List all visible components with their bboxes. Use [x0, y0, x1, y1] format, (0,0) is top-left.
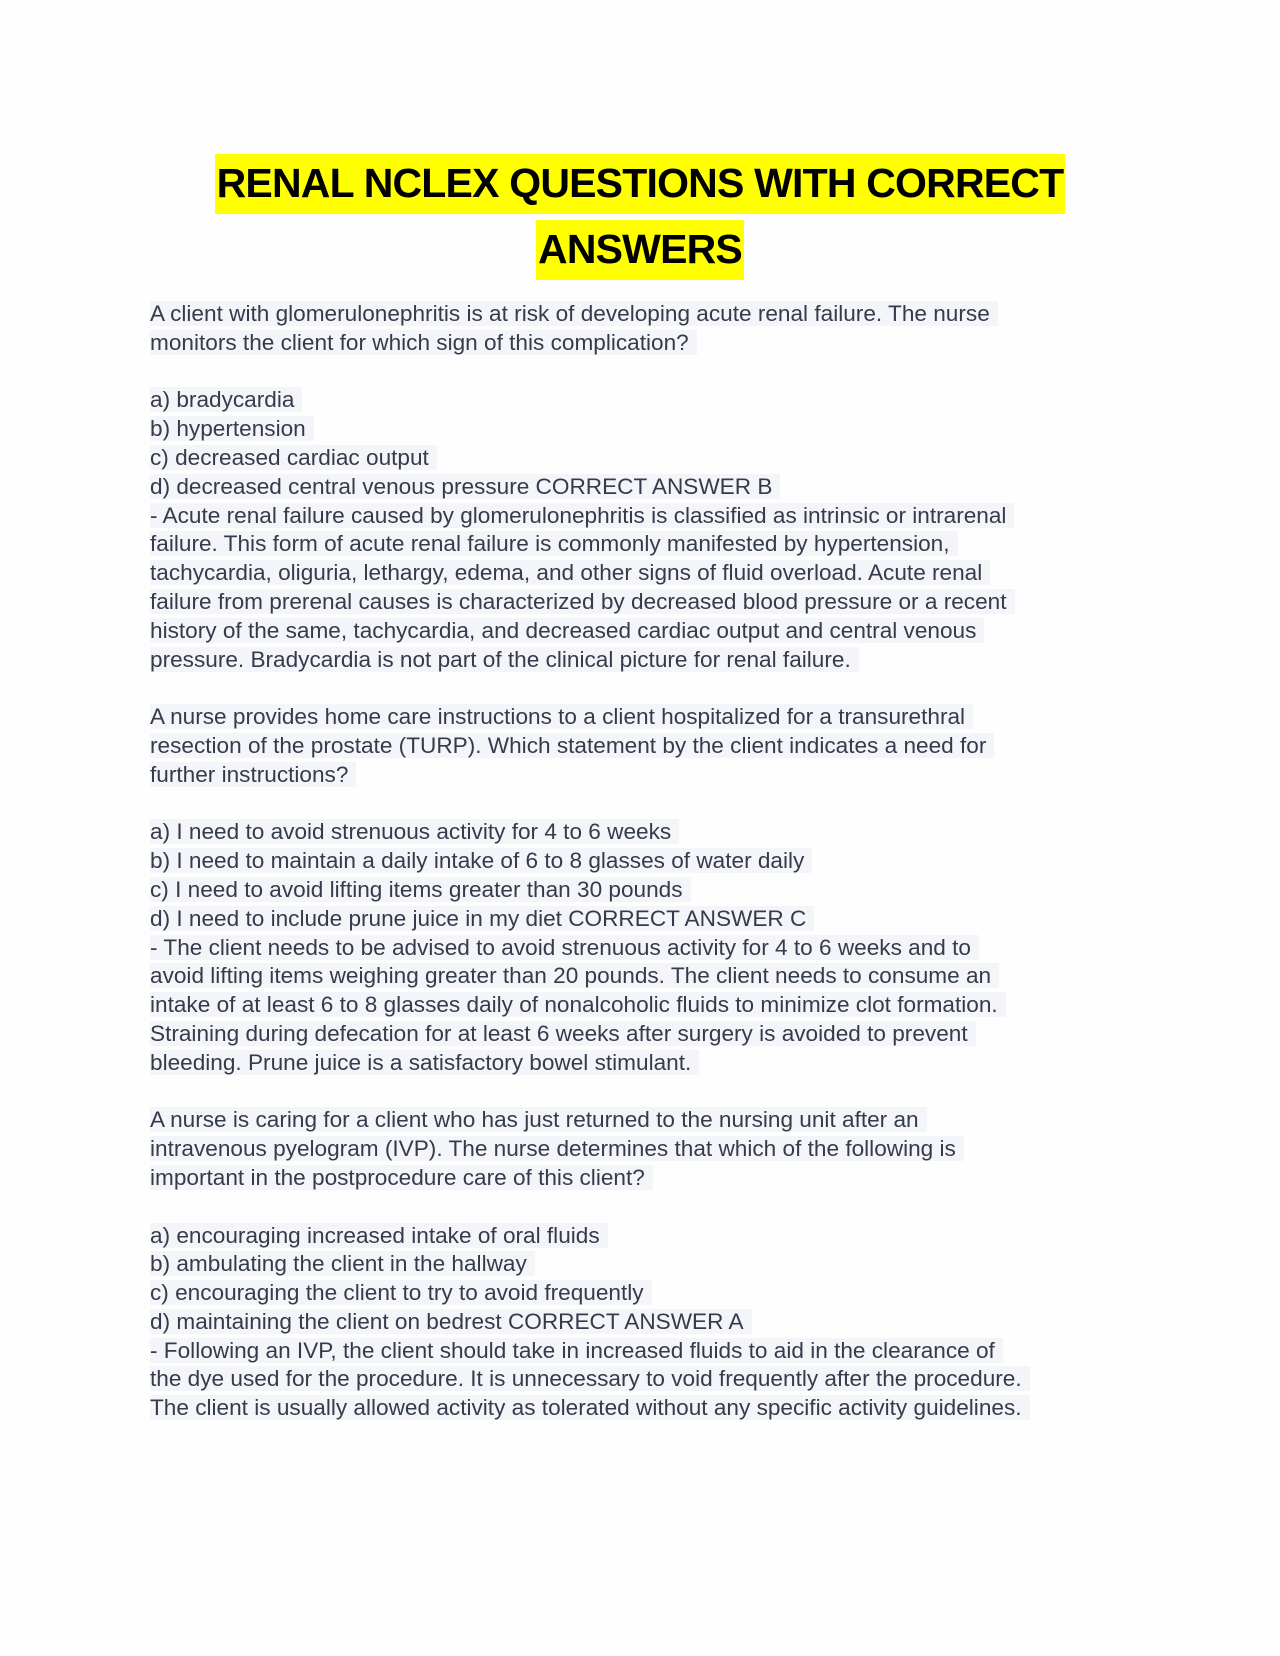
rationale-line — [150, 991, 1150, 1020]
rationale-line — [150, 588, 1150, 617]
rationale-line-text: failure. This form of acute renal failure is commonly manifested by hypertension, — [150, 531, 958, 556]
answer-option-text: a) I need to avoid strenuous activity for 4 to 6 weeks — [150, 819, 679, 844]
question-stem-line — [150, 1106, 1150, 1135]
question-stem-line-text: further instructions? — [150, 762, 356, 787]
answer-option — [150, 415, 1150, 444]
answer-option — [150, 1222, 1150, 1251]
rationale-line-text: bleeding. Prune juice is a satisfactory bowel stimulant. — [150, 1050, 699, 1075]
rationale-line — [150, 617, 1150, 646]
answer-option — [150, 1250, 1150, 1279]
rationale-line — [150, 1365, 1150, 1394]
rationale-line-text: intake of at least 6 to 8 glasses daily of nonalcoholic fluids to minimize clot formation. — [150, 992, 1006, 1017]
answer-option-text: a) bradycardia — [150, 387, 302, 412]
answer-option-text: d) decreased central venous pressure CORRECT ANSWER B — [150, 474, 780, 499]
question-stem-line-text: important in the postprocedure care of this client? — [150, 1165, 653, 1190]
blank-line — [150, 358, 1150, 387]
rationale-line — [150, 1337, 1150, 1366]
rationale-line-text: Straining during defecation for at least 6 weeks after surgery is avoided to prevent — [150, 1021, 976, 1046]
rationale-line-text: tachycardia, oliguria, lethargy, edema, and other signs of fluid overload. Acute renal — [150, 560, 990, 585]
rationale-line — [150, 1020, 1150, 1049]
rationale-line-text: pressure. Bradycardia is not part of the clinical picture for renal failure. — [150, 647, 859, 672]
rationale-line-text: failure from prerenal causes is characterized by decreased blood pressure or a recent — [150, 589, 1015, 614]
answer-option — [150, 905, 1150, 934]
rationale-line-text: avoid lifting items weighing greater than 20 pounds. The client needs to consume an — [150, 963, 999, 988]
answer-option-text: d) I need to include prune juice in my diet CORRECT ANSWER C — [150, 906, 814, 931]
answer-option — [150, 818, 1150, 847]
answer-option-text: c) I need to avoid lifting items greater than 30 pounds — [150, 877, 691, 902]
blank-line — [150, 1078, 1150, 1107]
question-stem-line — [150, 329, 1150, 358]
answer-option — [150, 847, 1150, 876]
document-body — [150, 300, 1150, 1423]
answer-option-text: d) maintaining the client on bedrest CORRECT ANSWER A — [150, 1309, 752, 1334]
answer-option — [150, 1308, 1150, 1337]
answer-option-text: a) encouraging increased intake of oral fluids — [150, 1223, 608, 1248]
question-stem-line — [150, 703, 1150, 732]
blank-line — [150, 674, 1150, 703]
answer-option — [150, 386, 1150, 415]
answer-option-text: b) ambulating the client in the hallway — [150, 1251, 535, 1276]
blank-line — [150, 1193, 1150, 1222]
document-title — [0, 150, 1280, 282]
rationale-line — [150, 646, 1150, 675]
rationale-line — [150, 1394, 1150, 1423]
question-stem-line — [150, 732, 1150, 761]
rationale-line — [150, 559, 1150, 588]
answer-option — [150, 1279, 1150, 1308]
rationale-line-text: - Following an IVP, the client should take in increased fluids to aid in the clearance of — [150, 1338, 1003, 1363]
title-line-2: ANSWERS — [536, 220, 744, 280]
answer-option — [150, 444, 1150, 473]
question-stem-line-text: monitors the client for which sign of this complication? — [150, 330, 697, 355]
rationale-line — [150, 530, 1150, 559]
question-stem-line — [150, 761, 1150, 790]
rationale-line — [150, 934, 1150, 963]
answer-option-text: b) hypertension — [150, 416, 314, 441]
question-stem-line-text: A client with glomerulonephritis is at risk of developing acute renal failure. The nurse — [150, 301, 998, 326]
answer-option-text: c) encouraging the client to try to avoid frequently — [150, 1280, 652, 1305]
question-stem-line — [150, 1135, 1150, 1164]
question-stem-line-text: A nurse is caring for a client who has just returned to the nursing unit after an — [150, 1107, 927, 1132]
question-stem-line-text: resection of the prostate (TURP). Which statement by the client indicates a need for — [150, 733, 994, 758]
answer-option-text: c) decreased cardiac output — [150, 445, 437, 470]
blank-line — [150, 790, 1150, 819]
answer-option — [150, 876, 1150, 905]
rationale-line-text: The client is usually allowed activity as tolerated without any specific activity guidelines. — [150, 1395, 1030, 1420]
rationale-line — [150, 962, 1150, 991]
rationale-line-text: - The client needs to be advised to avoid strenuous activity for 4 to 6 weeks and to — [150, 935, 979, 960]
rationale-line-text: - Acute renal failure caused by glomerulonephritis is classified as intrinsic or intrarenal — [150, 503, 1014, 528]
question-stem-line-text: A nurse provides home care instructions to a client hospitalized for a transurethral — [150, 704, 973, 729]
question-stem-line — [150, 300, 1150, 329]
rationale-line-text: the dye used for the procedure. It is unnecessary to void frequently after the procedure. — [150, 1366, 1030, 1391]
question-stem-line — [150, 1164, 1150, 1193]
title-line-1: RENAL NCLEX QUESTIONS WITH CORRECT — [215, 154, 1066, 214]
rationale-line — [150, 1049, 1150, 1078]
rationale-line-text: history of the same, tachycardia, and decreased cardiac output and central venous — [150, 618, 984, 643]
answer-option-text: b) I need to maintain a daily intake of 6 to 8 glasses of water daily — [150, 848, 812, 873]
rationale-line — [150, 502, 1150, 531]
answer-option — [150, 473, 1150, 502]
question-stem-line-text: intravenous pyelogram (IVP). The nurse determines that which of the following is — [150, 1136, 964, 1161]
